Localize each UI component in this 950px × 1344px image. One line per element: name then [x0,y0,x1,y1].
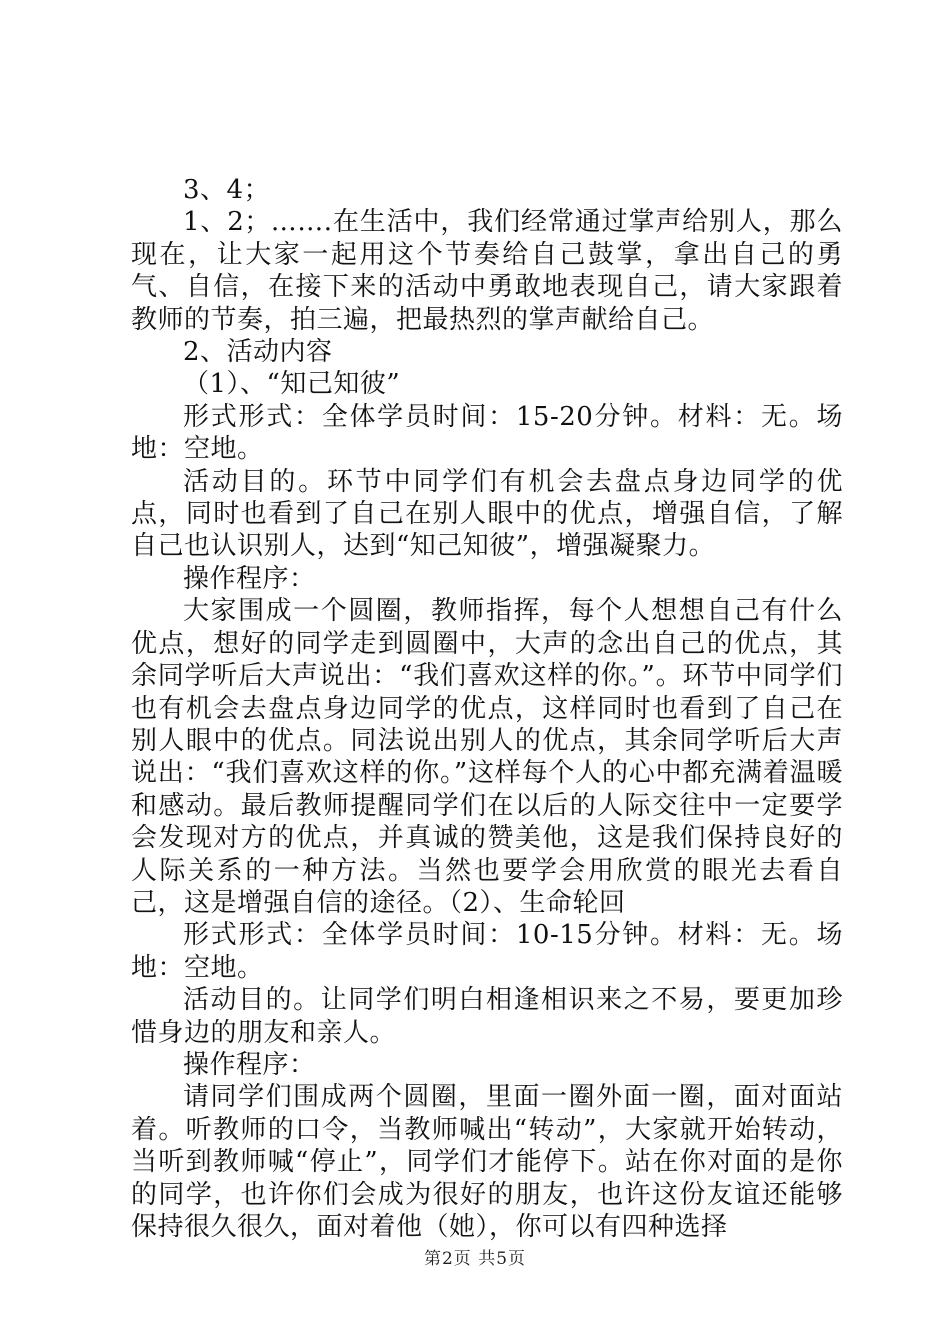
paragraph-format-1: 形式形式：全体学员时间：15-20分钟。材料：无。场地：空地。 [131,401,843,465]
paragraph-rhythm-3-4: 3、4； [183,175,271,205]
paragraph-format-2: 形式形式：全体学员时间：10-15分钟。材料：无。场地：空地。 [131,920,843,983]
document-body [131,174,843,1243]
heading-procedure-2: 操作程序： [183,1049,316,1080]
paragraph-procedure-2: 请同学们围成两个圆圈，里面一圈外面一圈，面对面站着。听教师的口令，当教师喊出“转动”，大家就开始转动，当听到教师喊“停止”，同学们才能停下。站在你对面的是你的同学，也许你们会成为很好的朋友，也许这份友谊还能够保持很久很久，面对着他（她），你可以有四种选择 [131,1082,843,1242]
heading-know-yourself: （1）、“知己知彼” [183,369,401,400]
paragraph-purpose-2: 活动目的。让同学们明白相逢相识来之不易，要更加珍惜身边的朋友和亲人。 [131,985,843,1048]
paragraph-procedure-1: 大家围成一个圆圈，教师指挥，每个人想想自己有什么优点，想好的同学走到圆圈中，大声的念出自己的优点，其余同学听后大声说出：“我们喜欢这样的你。”。环节中同学们也有机会去盘点身边同学的优点，这样同时也看到了自己在别人眼中的优点。同法说出别人的优点，其余同学听后大声说出：“我们喜欢这样的你。”这样每个人的心中都充满着温暖和感动。最后教师提醒同学们在以后的人际交往中一定要学会发现对方的优点，并真诚的赞美他，这是我们保持良好的人际关系的一种方法。当然也要学会用欣赏的眼光去看自己，这是增强自信的途径。（2）、生命轮回 [131,596,843,918]
heading-activity-content: 2、活动内容 [183,337,333,368]
page-number: 第2页 共5页 [423,1249,527,1269]
heading-procedure-1: 操作程序： [183,563,316,594]
paragraph-purpose-1: 活动目的。环节中同学们有机会去盘点身边同学的优点，同时也看到了自己在别人眼中的优点，增强自信，了解自己也认识别人，达到“知己知彼”，增强凝聚力。 [131,466,843,562]
paragraph-applause: 1、2；…….在生活中，我们经常通过掌声给别人，那么现在，让大家一起用这个节奏给自己鼓掌，拿出自己的勇气、自信，在接下来的活动中勇敢地表现自己，请大家跟着教师的节奏，拍三遍，把最热烈的掌声献给自己。 [131,207,843,335]
